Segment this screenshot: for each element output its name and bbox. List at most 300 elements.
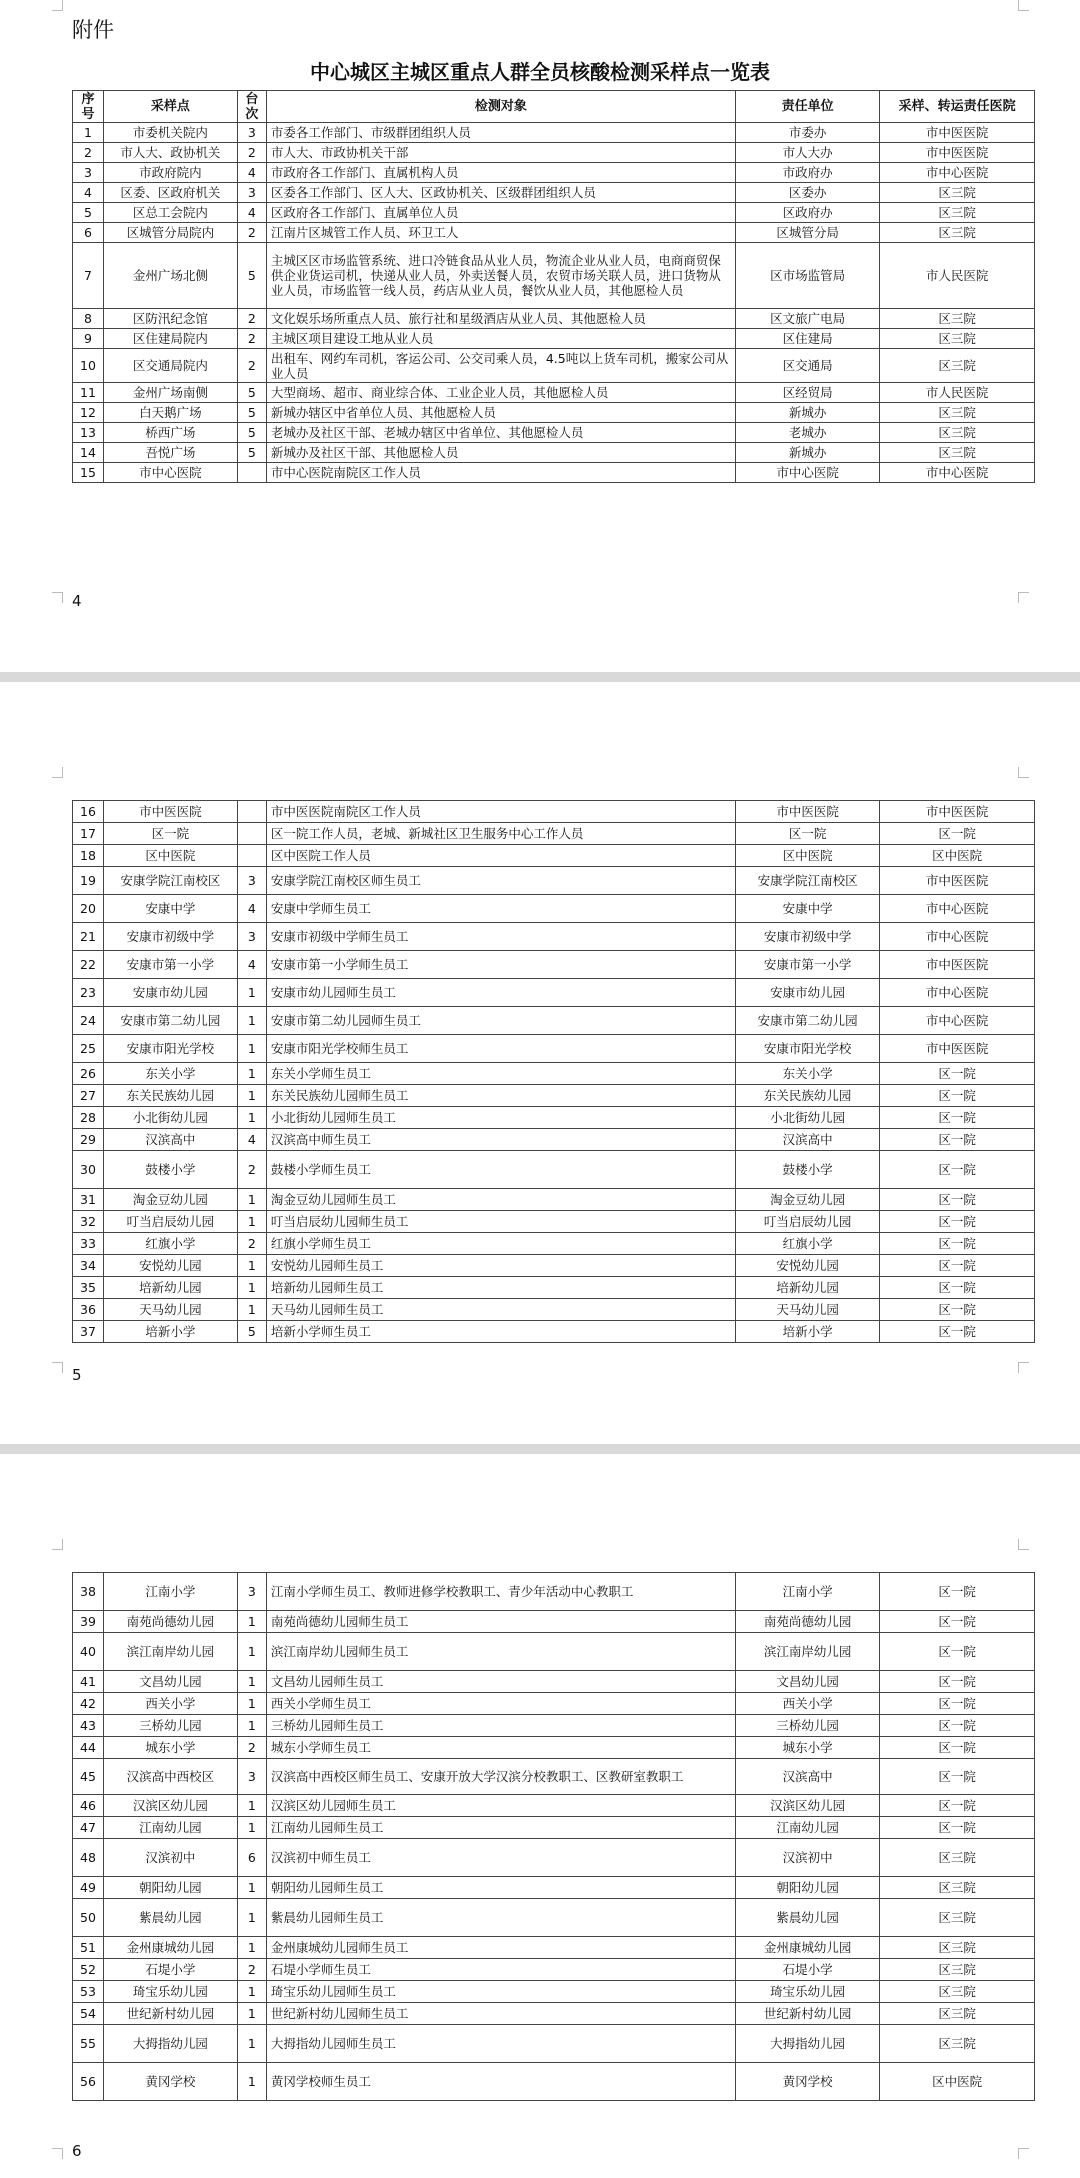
table-row: [73, 329, 1035, 349]
site-cell: 琦宝乐幼儿园: [103, 1981, 237, 2003]
table-row: [73, 1321, 1035, 1343]
table-row: [73, 1959, 1035, 1981]
page-4: [0, 0, 1080, 670]
site-cell: 市人大、政协机关: [103, 143, 237, 163]
table-row: [73, 1151, 1035, 1189]
table-row: [73, 867, 1035, 895]
unit-cell: 市委办: [735, 123, 879, 143]
page-5: [0, 682, 1080, 1442]
unit-cell: 东关小学: [735, 1063, 879, 1085]
hospital-cell: 区中医院: [880, 2063, 1035, 2101]
target-cell: 培新幼儿园师生员工: [266, 1277, 735, 1299]
count-cell: 1: [237, 1693, 266, 1715]
unit-cell: 安康市初级中学: [735, 923, 879, 951]
site-cell: 汉滨区幼儿园: [103, 1795, 237, 1817]
unit-cell: 区市场监管局: [735, 243, 879, 309]
site-cell: 安康市第一小学: [103, 951, 237, 979]
hospital-cell: 区三院: [880, 443, 1035, 463]
site-cell: 叮当启辰幼儿园: [103, 1211, 237, 1233]
hospital-cell: 市中心医院: [880, 1007, 1035, 1035]
seq-cell: 9: [73, 329, 104, 349]
corner-mark: [1018, 592, 1029, 603]
unit-cell: 安康学院江南校区: [735, 867, 879, 895]
table-row: [73, 1035, 1035, 1063]
site-cell: 桥西广场: [103, 423, 237, 443]
target-cell: 区委各工作部门、区人大、区政协机关、区级群团组织人员: [266, 183, 735, 203]
hospital-cell: 区一院: [880, 1255, 1035, 1277]
seq-cell: 40: [73, 1633, 104, 1671]
count-cell: 2: [237, 329, 266, 349]
seq-cell: 45: [73, 1759, 104, 1795]
table-row: [73, 1715, 1035, 1737]
count-cell: 3: [237, 923, 266, 951]
seq-cell: 2: [73, 143, 104, 163]
site-cell: 汉滨高中: [103, 1129, 237, 1151]
corner-mark: [1018, 1362, 1029, 1373]
site-cell: 安康中学: [103, 895, 237, 923]
unit-cell: 南苑尚德幼儿园: [735, 1611, 879, 1633]
unit-cell: 区中医院: [735, 845, 879, 867]
site-cell: 三桥幼儿园: [103, 1715, 237, 1737]
site-cell: 西关小学: [103, 1693, 237, 1715]
unit-cell: 汉滨区幼儿园: [735, 1795, 879, 1817]
site-cell: 紫晨幼儿园: [103, 1899, 237, 1937]
count-cell: 6: [237, 1839, 266, 1877]
site-cell: 安康市幼儿园: [103, 979, 237, 1007]
count-cell: 1: [237, 1007, 266, 1035]
table-row: [73, 463, 1035, 483]
count-cell: [237, 801, 266, 823]
table-row: [73, 979, 1035, 1007]
site-cell: 汉滨高中西校区: [103, 1759, 237, 1795]
page-number: 6: [72, 2142, 82, 2160]
hospital-cell: 市中心医院: [880, 463, 1035, 483]
target-cell: 安康市阳光学校师生员工: [266, 1035, 735, 1063]
table-row: [73, 1795, 1035, 1817]
hospital-cell: 区三院: [880, 329, 1035, 349]
unit-cell: 小北街幼儿园: [735, 1107, 879, 1129]
seq-cell: 8: [73, 309, 104, 329]
hospital-cell: 市中医医院: [880, 143, 1035, 163]
hospital-cell: 区一院: [880, 1277, 1035, 1299]
table-row: [73, 1107, 1035, 1129]
unit-cell: 江南小学: [735, 1573, 879, 1611]
seq-cell: 7: [73, 243, 104, 309]
target-cell: 东关小学师生员工: [266, 1063, 735, 1085]
target-cell: 区政府各工作部门、直属单位人员: [266, 203, 735, 223]
site-cell: 石堤小学: [103, 1959, 237, 1981]
target-cell: 主城区项目建设工地从业人员: [266, 329, 735, 349]
target-cell: 琦宝乐幼儿园师生员工: [266, 1981, 735, 2003]
seq-cell: 29: [73, 1129, 104, 1151]
hospital-cell: 区一院: [880, 1107, 1035, 1129]
table-row: [73, 423, 1035, 443]
site-cell: 区交通局院内: [103, 349, 237, 383]
unit-cell: 汉滨初中: [735, 1839, 879, 1877]
table-row: [73, 243, 1035, 309]
count-cell: 1: [237, 1299, 266, 1321]
hospital-cell: 市中医医院: [880, 1035, 1035, 1063]
target-cell: 文昌幼儿园师生员工: [266, 1671, 735, 1693]
site-cell: 东关小学: [103, 1063, 237, 1085]
hospital-cell: 区三院: [880, 1981, 1035, 2003]
seq-cell: 15: [73, 463, 104, 483]
site-cell: 淘金豆幼儿园: [103, 1189, 237, 1211]
target-cell: 世纪新村幼儿园师生员工: [266, 2003, 735, 2025]
unit-cell: 文昌幼儿园: [735, 1671, 879, 1693]
hospital-cell: 区一院: [880, 1189, 1035, 1211]
unit-cell: 江南幼儿园: [735, 1817, 879, 1839]
annex-label: 附件: [72, 18, 114, 42]
seq-cell: 23: [73, 979, 104, 1007]
table-row: [73, 223, 1035, 243]
site-cell: 金州广场南侧: [103, 383, 237, 403]
count-cell: 5: [237, 1321, 266, 1343]
table-row: [73, 123, 1035, 143]
target-cell: 江南幼儿园师生员工: [266, 1817, 735, 1839]
site-cell: 鼓楼小学: [103, 1151, 237, 1189]
seq-cell: 44: [73, 1737, 104, 1759]
site-cell: 天马幼儿园: [103, 1299, 237, 1321]
table-row: [73, 1007, 1035, 1035]
seq-cell: 19: [73, 867, 104, 895]
document-title: 中心城区主城区重点人群全员核酸检测采样点一览表: [310, 60, 770, 84]
site-cell: 黄冈学校: [103, 2063, 237, 2101]
site-cell: 安康学院江南校区: [103, 867, 237, 895]
seq-cell: 51: [73, 1937, 104, 1959]
seq-cell: 28: [73, 1107, 104, 1129]
count-cell: 2: [237, 1959, 266, 1981]
page-6: [0, 1454, 1080, 2178]
hospital-cell: 区三院: [880, 203, 1035, 223]
site-cell: 区住建局院内: [103, 329, 237, 349]
count-cell: 1: [237, 1085, 266, 1107]
count-cell: 1: [237, 1633, 266, 1671]
target-cell: 汉滨区幼儿园师生员工: [266, 1795, 735, 1817]
site-cell: 东关民族幼儿园: [103, 1085, 237, 1107]
site-cell: 朝阳幼儿园: [103, 1877, 237, 1899]
hospital-cell: 市中医医院: [880, 801, 1035, 823]
target-cell: 三桥幼儿园师生员工: [266, 1715, 735, 1737]
count-cell: 1: [237, 1107, 266, 1129]
seq-cell: 52: [73, 1959, 104, 1981]
seq-cell: 38: [73, 1573, 104, 1611]
unit-cell: 市政府办: [735, 163, 879, 183]
hospital-cell: 市人民医院: [880, 243, 1035, 309]
unit-cell: 大拇指幼儿园: [735, 2025, 879, 2063]
site-cell: 安康市初级中学: [103, 923, 237, 951]
site-cell: 城东小学: [103, 1737, 237, 1759]
site-cell: 南苑尚德幼儿园: [103, 1611, 237, 1633]
unit-cell: 安康市第二幼儿园: [735, 1007, 879, 1035]
unit-cell: 市中心医院: [735, 463, 879, 483]
hospital-cell: 区一院: [880, 1233, 1035, 1255]
site-cell: 培新小学: [103, 1321, 237, 1343]
hospital-cell: 市中医医院: [880, 951, 1035, 979]
table-row: [73, 2003, 1035, 2025]
hospital-cell: 区一院: [880, 1737, 1035, 1759]
target-cell: 安康中学师生员工: [266, 895, 735, 923]
target-cell: 安康市第二幼儿园师生员工: [266, 1007, 735, 1035]
unit-cell: 三桥幼儿园: [735, 1715, 879, 1737]
unit-cell: 区文旅广电局: [735, 309, 879, 329]
target-cell: 培新小学师生员工: [266, 1321, 735, 1343]
count-cell: 1: [237, 1877, 266, 1899]
hospital-cell: 区一院: [880, 1085, 1035, 1107]
target-cell: 老城办及社区干部、老城办辖区中省单位、其他愿检人员: [266, 423, 735, 443]
unit-cell: 琦宝乐幼儿园: [735, 1981, 879, 2003]
column-header: 台次: [237, 91, 266, 123]
site-cell: 汉滨初中: [103, 1839, 237, 1877]
target-cell: 大型商场、超市、商业综合体、工业企业人员，其他愿检人员: [266, 383, 735, 403]
table-row: [73, 309, 1035, 329]
count-cell: 3: [237, 1573, 266, 1611]
header-row: [73, 91, 1035, 123]
unit-cell: 东关民族幼儿园: [735, 1085, 879, 1107]
unit-cell: 市中医医院: [735, 801, 879, 823]
unit-cell: 金州康城幼儿园: [735, 1937, 879, 1959]
target-cell: 安康市初级中学师生员工: [266, 923, 735, 951]
table-row: [73, 801, 1035, 823]
table-row: [73, 183, 1035, 203]
site-cell: 市委机关院内: [103, 123, 237, 143]
column-header: 责任单位: [735, 91, 879, 123]
site-cell: 滨江南岸幼儿园: [103, 1633, 237, 1671]
target-cell: 红旗小学师生员工: [266, 1233, 735, 1255]
site-cell: 区一院: [103, 823, 237, 845]
hospital-cell: 区三院: [880, 1839, 1035, 1877]
hospital-cell: 区一院: [880, 1693, 1035, 1715]
count-cell: 2: [237, 223, 266, 243]
unit-cell: 培新幼儿园: [735, 1277, 879, 1299]
target-cell: 黄冈学校师生员工: [266, 2063, 735, 2101]
table-row: [73, 1063, 1035, 1085]
hospital-cell: 区中医院: [880, 845, 1035, 867]
column-header: 检测对象: [266, 91, 735, 123]
target-cell: 安康市幼儿园师生员工: [266, 979, 735, 1007]
seq-cell: 30: [73, 1151, 104, 1189]
unit-cell: 黄冈学校: [735, 2063, 879, 2101]
count-cell: 5: [237, 383, 266, 403]
count-cell: 1: [237, 979, 266, 1007]
seq-cell: 54: [73, 2003, 104, 2025]
column-header: 序号: [73, 91, 104, 123]
target-cell: 区中医院工作人员: [266, 845, 735, 867]
seq-cell: 53: [73, 1981, 104, 2003]
target-cell: 汉滨高中师生员工: [266, 1129, 735, 1151]
target-cell: 西关小学师生员工: [266, 1693, 735, 1715]
target-cell: 东关民族幼儿园师生员工: [266, 1085, 735, 1107]
table-row: [73, 1981, 1035, 2003]
seq-cell: 56: [73, 2063, 104, 2101]
count-cell: 5: [237, 243, 266, 309]
seq-cell: 55: [73, 2025, 104, 2063]
target-cell: 江南片区城管工作人员、环卫工人: [266, 223, 735, 243]
hospital-cell: 市中心医院: [880, 979, 1035, 1007]
hospital-cell: 市中医医院: [880, 123, 1035, 143]
target-cell: 安悦幼儿园师生员工: [266, 1255, 735, 1277]
site-cell: 江南幼儿园: [103, 1817, 237, 1839]
site-cell: 江南小学: [103, 1573, 237, 1611]
seq-cell: 42: [73, 1693, 104, 1715]
unit-cell: 安康市第一小学: [735, 951, 879, 979]
target-cell: 市政府各工作部门、直属机构人员: [266, 163, 735, 183]
hospital-cell: 区一院: [880, 1817, 1035, 1839]
table-row: [73, 2025, 1035, 2063]
corner-mark: [52, 2148, 63, 2159]
seq-cell: 49: [73, 1877, 104, 1899]
count-cell: 1: [237, 1899, 266, 1937]
table-row: [73, 143, 1035, 163]
hospital-cell: 区一院: [880, 1759, 1035, 1795]
count-cell: 3: [237, 1759, 266, 1795]
page-number: 5: [72, 1366, 82, 1384]
count-cell: 1: [237, 1189, 266, 1211]
table-row: [73, 923, 1035, 951]
unit-cell: 城东小学: [735, 1737, 879, 1759]
unit-cell: 汉滨高中: [735, 1129, 879, 1151]
seq-cell: 24: [73, 1007, 104, 1035]
count-cell: 4: [237, 163, 266, 183]
table-row: [73, 895, 1035, 923]
table-row: [73, 443, 1035, 463]
table-row: [73, 1211, 1035, 1233]
count-cell: 2: [237, 1737, 266, 1759]
count-cell: 1: [237, 1211, 266, 1233]
table-row: [73, 1277, 1035, 1299]
table-row: [73, 1299, 1035, 1321]
hospital-cell: 区一院: [880, 1211, 1035, 1233]
count-cell: 1: [237, 1795, 266, 1817]
count-cell: 1: [237, 1671, 266, 1693]
seq-cell: 16: [73, 801, 104, 823]
site-cell: 市政府院内: [103, 163, 237, 183]
unit-cell: 区政府办: [735, 203, 879, 223]
target-cell: 金州康城幼儿园师生员工: [266, 1937, 735, 1959]
table-row: [73, 349, 1035, 383]
seq-cell: 48: [73, 1839, 104, 1877]
seq-cell: 18: [73, 845, 104, 867]
hospital-cell: 区一院: [880, 1321, 1035, 1343]
sampling-table: [72, 90, 1035, 483]
target-cell: 鼓楼小学师生员工: [266, 1151, 735, 1189]
target-cell: 市中医医院南院区工作人员: [266, 801, 735, 823]
table-row: [73, 951, 1035, 979]
unit-cell: 滨江南岸幼儿园: [735, 1633, 879, 1671]
count-cell: 1: [237, 2003, 266, 2025]
seq-cell: 36: [73, 1299, 104, 1321]
count-cell: 1: [237, 1715, 266, 1737]
count-cell: [237, 845, 266, 867]
seq-cell: 14: [73, 443, 104, 463]
site-cell: 区委、区政府机关: [103, 183, 237, 203]
target-cell: 叮当启辰幼儿园师生员工: [266, 1211, 735, 1233]
column-header: 采样点: [103, 91, 237, 123]
seq-cell: 11: [73, 383, 104, 403]
corner-mark: [1018, 0, 1029, 11]
target-cell: 江南小学师生员工、教师进修学校教职工、青少年活动中心教职工: [266, 1573, 735, 1611]
table-row: [73, 845, 1035, 867]
corner-mark: [1018, 767, 1029, 778]
seq-cell: 41: [73, 1671, 104, 1693]
count-cell: 3: [237, 183, 266, 203]
table-row: [73, 1233, 1035, 1255]
site-cell: 金州康城幼儿园: [103, 1937, 237, 1959]
seq-cell: 6: [73, 223, 104, 243]
count-cell: 1: [237, 1035, 266, 1063]
table-row: [73, 1839, 1035, 1877]
site-cell: 安康市第二幼儿园: [103, 1007, 237, 1035]
seq-cell: 5: [73, 203, 104, 223]
hospital-cell: 市中心医院: [880, 163, 1035, 183]
target-cell: 南苑尚德幼儿园师生员工: [266, 1611, 735, 1633]
count-cell: 5: [237, 403, 266, 423]
seq-cell: 43: [73, 1715, 104, 1737]
count-cell: 4: [237, 203, 266, 223]
corner-mark: [52, 1362, 63, 1373]
table-row: [73, 1737, 1035, 1759]
seq-cell: 31: [73, 1189, 104, 1211]
site-cell: 文昌幼儿园: [103, 1671, 237, 1693]
seq-cell: 22: [73, 951, 104, 979]
target-cell: 安康市第一小学师生员工: [266, 951, 735, 979]
unit-cell: 区城管分局: [735, 223, 879, 243]
target-cell: 朝阳幼儿园师生员工: [266, 1877, 735, 1899]
unit-cell: 鼓楼小学: [735, 1151, 879, 1189]
count-cell: 4: [237, 1129, 266, 1151]
hospital-cell: 区三院: [880, 1899, 1035, 1937]
corner-mark: [52, 767, 63, 778]
unit-cell: 安康市幼儿园: [735, 979, 879, 1007]
table-row: [73, 383, 1035, 403]
hospital-cell: 区一院: [880, 1063, 1035, 1085]
seq-cell: 47: [73, 1817, 104, 1839]
hospital-cell: 区三院: [880, 223, 1035, 243]
target-cell: 安康学院江南校区师生员工: [266, 867, 735, 895]
seq-cell: 20: [73, 895, 104, 923]
seq-cell: 12: [73, 403, 104, 423]
table-row: [73, 1129, 1035, 1151]
unit-cell: 安悦幼儿园: [735, 1255, 879, 1277]
target-cell: 市人大、市政协机关干部: [266, 143, 735, 163]
page-separator: [0, 1444, 1080, 1454]
unit-cell: 区住建局: [735, 329, 879, 349]
count-cell: 1: [237, 1277, 266, 1299]
table-row: [73, 203, 1035, 223]
seq-cell: 21: [73, 923, 104, 951]
unit-cell: 安康中学: [735, 895, 879, 923]
seq-cell: 13: [73, 423, 104, 443]
target-cell: 大拇指幼儿园师生员工: [266, 2025, 735, 2063]
hospital-cell: 区一院: [880, 1151, 1035, 1189]
unit-cell: 区一院: [735, 823, 879, 845]
corner-mark: [1018, 2148, 1029, 2159]
count-cell: [237, 823, 266, 845]
site-cell: 区总工会院内: [103, 203, 237, 223]
count-cell: 1: [237, 2025, 266, 2063]
target-cell: 汉滨初中师生员工: [266, 1839, 735, 1877]
table-row: [73, 1817, 1035, 1839]
page-number: 4: [72, 592, 82, 610]
hospital-cell: 区三院: [880, 183, 1035, 203]
site-cell: 市中心医院: [103, 463, 237, 483]
unit-cell: 新城办: [735, 443, 879, 463]
unit-cell: 区交通局: [735, 349, 879, 383]
count-cell: [237, 463, 266, 483]
hospital-cell: 市中心医院: [880, 895, 1035, 923]
target-cell: 汉滨高中西校区师生员工、安康开放大学汉滨分校教职工、区教研室教职工: [266, 1759, 735, 1795]
table-row: [73, 403, 1035, 423]
